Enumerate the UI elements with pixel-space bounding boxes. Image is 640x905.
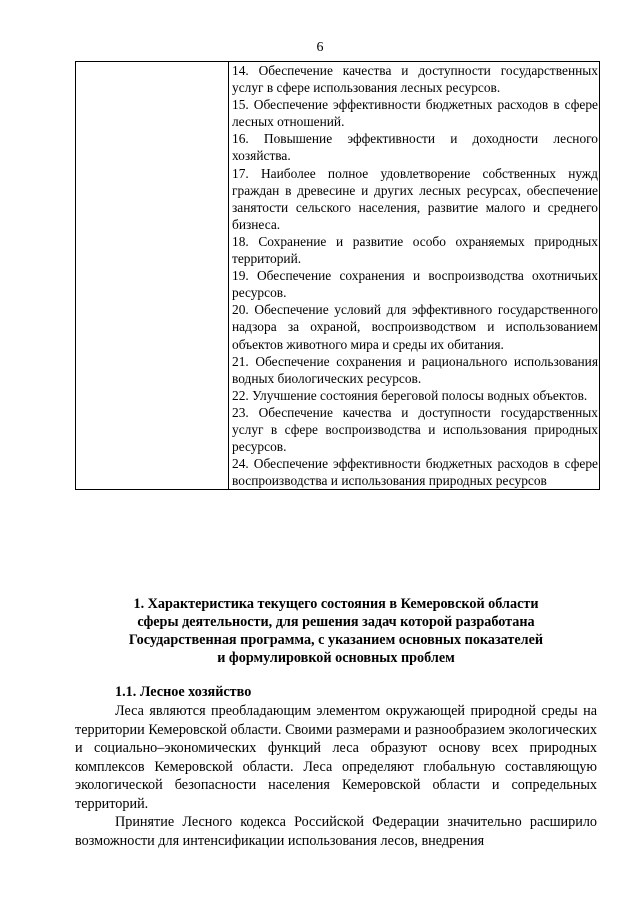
table-row: [76, 62, 600, 490]
page-number: 6: [316, 40, 324, 55]
table-left-cell: [76, 62, 229, 490]
section-heading-line: 1. Характеристика текущего состояния в Кемеровской области: [133, 596, 539, 612]
tasks-table: [75, 61, 600, 490]
body-text: [75, 702, 597, 850]
task-item-17: 17. Наиболее полное удовлетворение собственных нужд граждан в древесине и других лесных ресурсах, обеспечение занятости сельского населения, развитие малого и среднего бизнеса.: [232, 165, 598, 232]
task-item-22: 22. Улучшение состояния береговой полосы водных объектов.: [232, 387, 588, 403]
task-item-16: 16. Повышение эффективности и доходности лесного хозяйства.: [232, 131, 598, 164]
table-right-cell: [229, 62, 600, 490]
subsection-heading: 1.1. Лесное хозяйство: [115, 684, 252, 700]
section-heading: [75, 595, 597, 667]
task-item-14: 14. Обеспечение качества и доступности государственных услуг в сфере использования лесных ресурсов.: [232, 63, 598, 96]
paragraph: Леса являются преобладающим элементом окружающей природной среды на территории Кемеровской области. Своими размерами и разнообразием экологических и социально–экономических функций леса образуют основу всех природных комплексов Кемеровской области. Леса определяют глобальную составляющую экологической безопасности населения Кемеровской области и сопредельных территорий.: [75, 703, 597, 812]
task-item-19: 19. Обеспечение сохранения и воспроизводства охотничьих ресурсов.: [232, 268, 598, 301]
paragraph: Принятие Лесного кодекса Российской Федерации значительно расширило возможности для интенсификации использования лесов, внедрения: [75, 814, 597, 849]
task-item-21: 21. Обеспечение сохранения и рационального использования водных биологических ресурсов.: [232, 353, 598, 386]
task-item-20: 20. Обеспечение условий для эффективного государственного надзора за охраной, воспроизводством и использованием объектов животного мира и среды их обитания.: [232, 302, 598, 352]
section-heading-line: Государственная программа, с указанием основных показателей: [128, 632, 544, 648]
task-item-24: 24. Обеспечение эффективности бюджетных расходов в сфере воспроизводства и использования природных ресурсов: [232, 456, 598, 489]
section-heading-line: и формулировкой основных проблем: [217, 650, 455, 666]
section-heading-line: сферы деятельности, для решения задач которой разработана: [137, 614, 535, 630]
task-item-15: 15. Обеспечение эффективности бюджетных расходов в сфере лесных отношений.: [232, 97, 598, 130]
task-item-18: 18. Сохранение и развитие особо охраняемых природных территорий.: [232, 233, 598, 267]
task-item-23: 23. Обеспечение качества и доступности государственных услуг в сфере воспроизводства и использования природных ресурсов.: [232, 404, 598, 455]
